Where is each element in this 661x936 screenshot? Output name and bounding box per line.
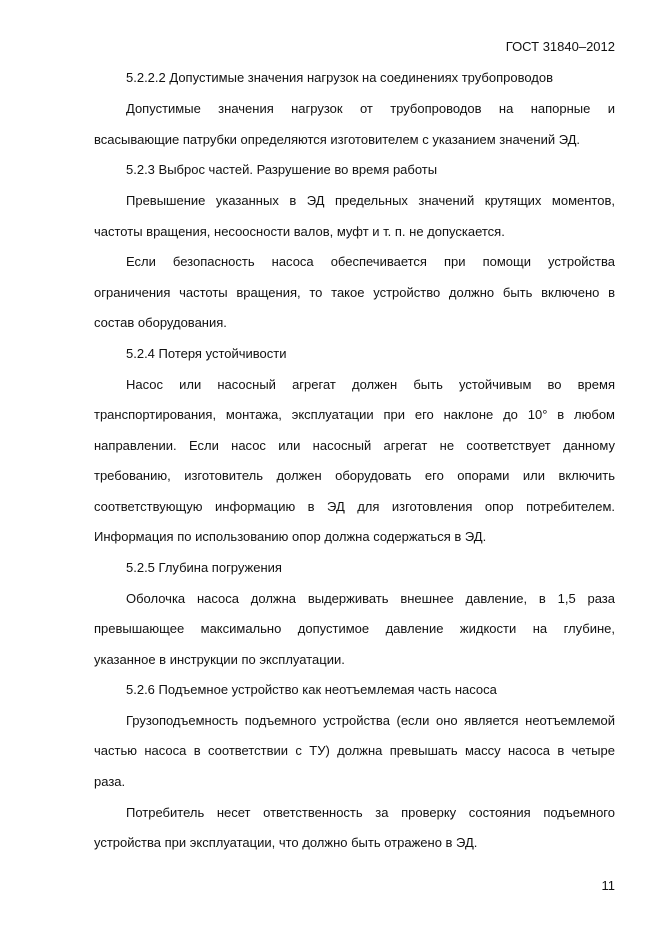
paragraph-line: раза. bbox=[94, 774, 126, 789]
paragraph-line: Потребитель несет ответственность за проверку состояния подъемного bbox=[126, 805, 615, 820]
paragraph-line: частоты вращения, несоосности валов, муфт и т. п. не допускается. bbox=[94, 224, 505, 239]
section-heading-5-2-4: 5.2.4 Потеря устойчивости bbox=[126, 346, 287, 361]
paragraph-line: указанное в инструкции по эксплуатации. bbox=[94, 652, 345, 667]
paragraph-line: состав оборудования. bbox=[94, 315, 227, 330]
paragraph-line: Информация по использованию опор должна содержаться в ЭД. bbox=[94, 529, 487, 544]
document-header-standard: ГОСТ 31840–2012 bbox=[505, 39, 615, 54]
paragraph-line: соответствующую информацию в ЭД для изготовления опор потребителем. bbox=[94, 499, 615, 514]
paragraph-line: устройства при эксплуатации, что должно быть отражено в ЭД. bbox=[94, 835, 478, 850]
section-heading-5-2-3: 5.2.3 Выброс частей. Разрушение во время работы bbox=[126, 162, 438, 177]
paragraph-line: частью насоса в соответствии с ТУ) должна превышать массу насоса в четыре bbox=[94, 743, 615, 758]
paragraph-line: направлении. Если насос или насосный агрегат не соответствует данному bbox=[94, 438, 615, 453]
paragraph-line: Грузоподъемность подъемного устройства (если оно является неотъемлемой bbox=[126, 713, 615, 728]
section-heading-5-2-2-2: 5.2.2.2 Допустимые значения нагрузок на соединениях трубопроводов bbox=[126, 70, 554, 85]
paragraph-line: Превышение указанных в ЭД предельных значений крутящих моментов, bbox=[126, 193, 615, 208]
section-heading-5-2-5: 5.2.5 Глубина погружения bbox=[126, 560, 282, 575]
paragraph-line: транспортирования, монтажа, эксплуатации при его наклоне до 10° в любом bbox=[94, 407, 615, 422]
paragraph-line: Оболочка насоса должна выдерживать внешнее давление, в 1,5 раза bbox=[126, 591, 615, 606]
page-number: 11 bbox=[601, 878, 615, 893]
paragraph-line: Если безопасность насоса обеспечивается при помощи устройства bbox=[126, 254, 615, 269]
paragraph-line: требованию, изготовитель должен оборудовать его опорами или включить bbox=[94, 468, 615, 483]
paragraph-line: Насос или насосный агрегат должен быть устойчивым во время bbox=[126, 377, 615, 392]
section-heading-5-2-6: 5.2.6 Подъемное устройство как неотъемлемая часть насоса bbox=[126, 682, 497, 697]
paragraph-line: Допустимые значения нагрузок от трубопроводов на напорные и bbox=[126, 101, 615, 116]
paragraph-line: ограничения частоты вращения, то такое устройство должно быть включено в bbox=[94, 285, 615, 300]
paragraph-line: превышающее максимально допустимое давление жидкости на глубине, bbox=[94, 621, 615, 636]
paragraph-line: всасывающие патрубки определяются изготовителем с указанием значений ЭД. bbox=[94, 132, 581, 147]
